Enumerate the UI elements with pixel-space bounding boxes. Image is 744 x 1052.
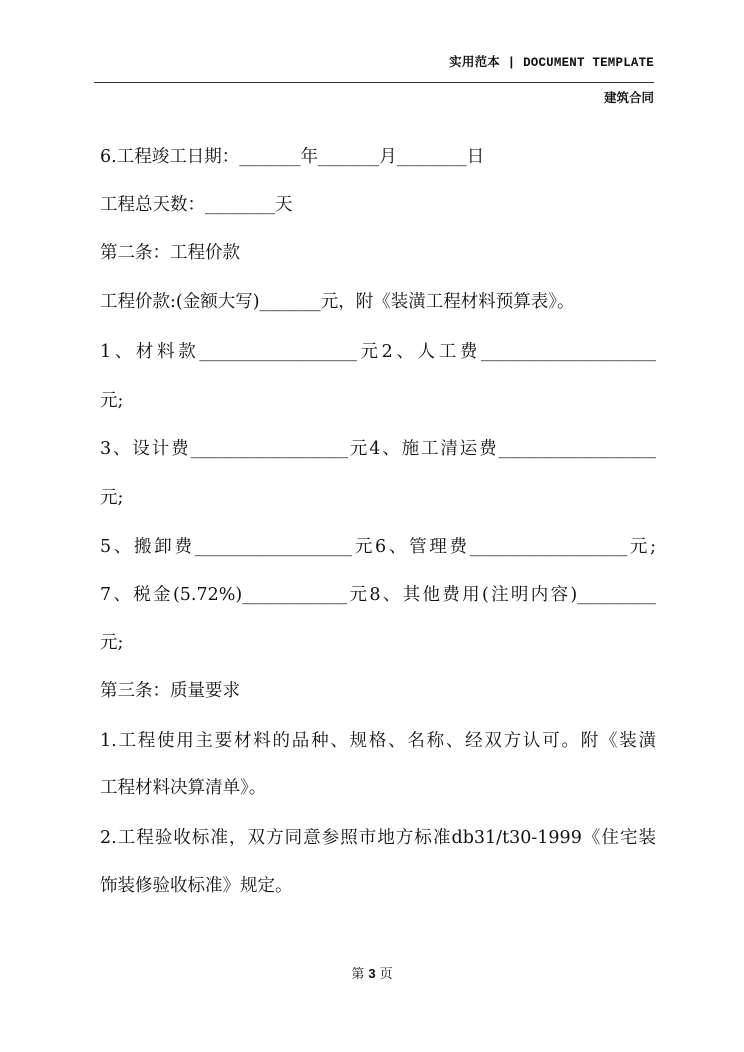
quality-clause-1-cont: 工程材料决算清单》。 bbox=[100, 778, 267, 798]
project-price-line: 工程价款:(金额大写)_______元，附《装潢工程材料预算表》。 bbox=[100, 292, 575, 312]
footer-suffix: 页 bbox=[379, 967, 393, 982]
material-labor-unit: 元; bbox=[100, 391, 124, 411]
header-subtitle: 建筑合同 bbox=[603, 90, 654, 105]
design-cleanup-line: 3、设计费__________________元4、施工清运费__________________ bbox=[100, 439, 656, 459]
material-labor-line: 1、材料款__________________元2、人工费____________________ bbox=[100, 342, 656, 362]
design-cleanup-unit: 元; bbox=[100, 488, 124, 508]
quality-clause-2: 2.工程验收标准，双方同意参照市地方标准db31/t30-1999《住宅装 bbox=[100, 828, 656, 848]
quality-clause-2-cont: 饰装修验收标准》规定。 bbox=[100, 876, 293, 896]
article-three-heading: 第三条：质量要求 bbox=[100, 681, 240, 701]
tax-other-unit: 元; bbox=[100, 633, 124, 653]
header-divider bbox=[94, 82, 654, 83]
page-number: 3 bbox=[368, 966, 376, 981]
article-two-heading: 第二条：工程价款 bbox=[100, 243, 240, 263]
tax-other-line: 7、税金(5.72%)____________元8、其他费用(注明内容)_________ bbox=[100, 585, 656, 605]
handling-management-line: 5、搬卸费__________________元6、管理费__________________元; bbox=[100, 537, 656, 557]
total-days-line: 工程总天数：________天 bbox=[100, 195, 293, 215]
header-title: 实用范本 | DOCUMENT TEMPLATE bbox=[449, 56, 654, 70]
quality-clause-1: 1.工程使用主要材料的品种、规格、名称、经双方认可。附《装潢 bbox=[100, 731, 656, 751]
page-header bbox=[94, 52, 654, 112]
footer-prefix: 第 bbox=[351, 967, 365, 982]
page-footer bbox=[0, 963, 744, 982]
completion-date-line: 6.工程竣工日期：_______年_______月________日 bbox=[100, 147, 485, 167]
